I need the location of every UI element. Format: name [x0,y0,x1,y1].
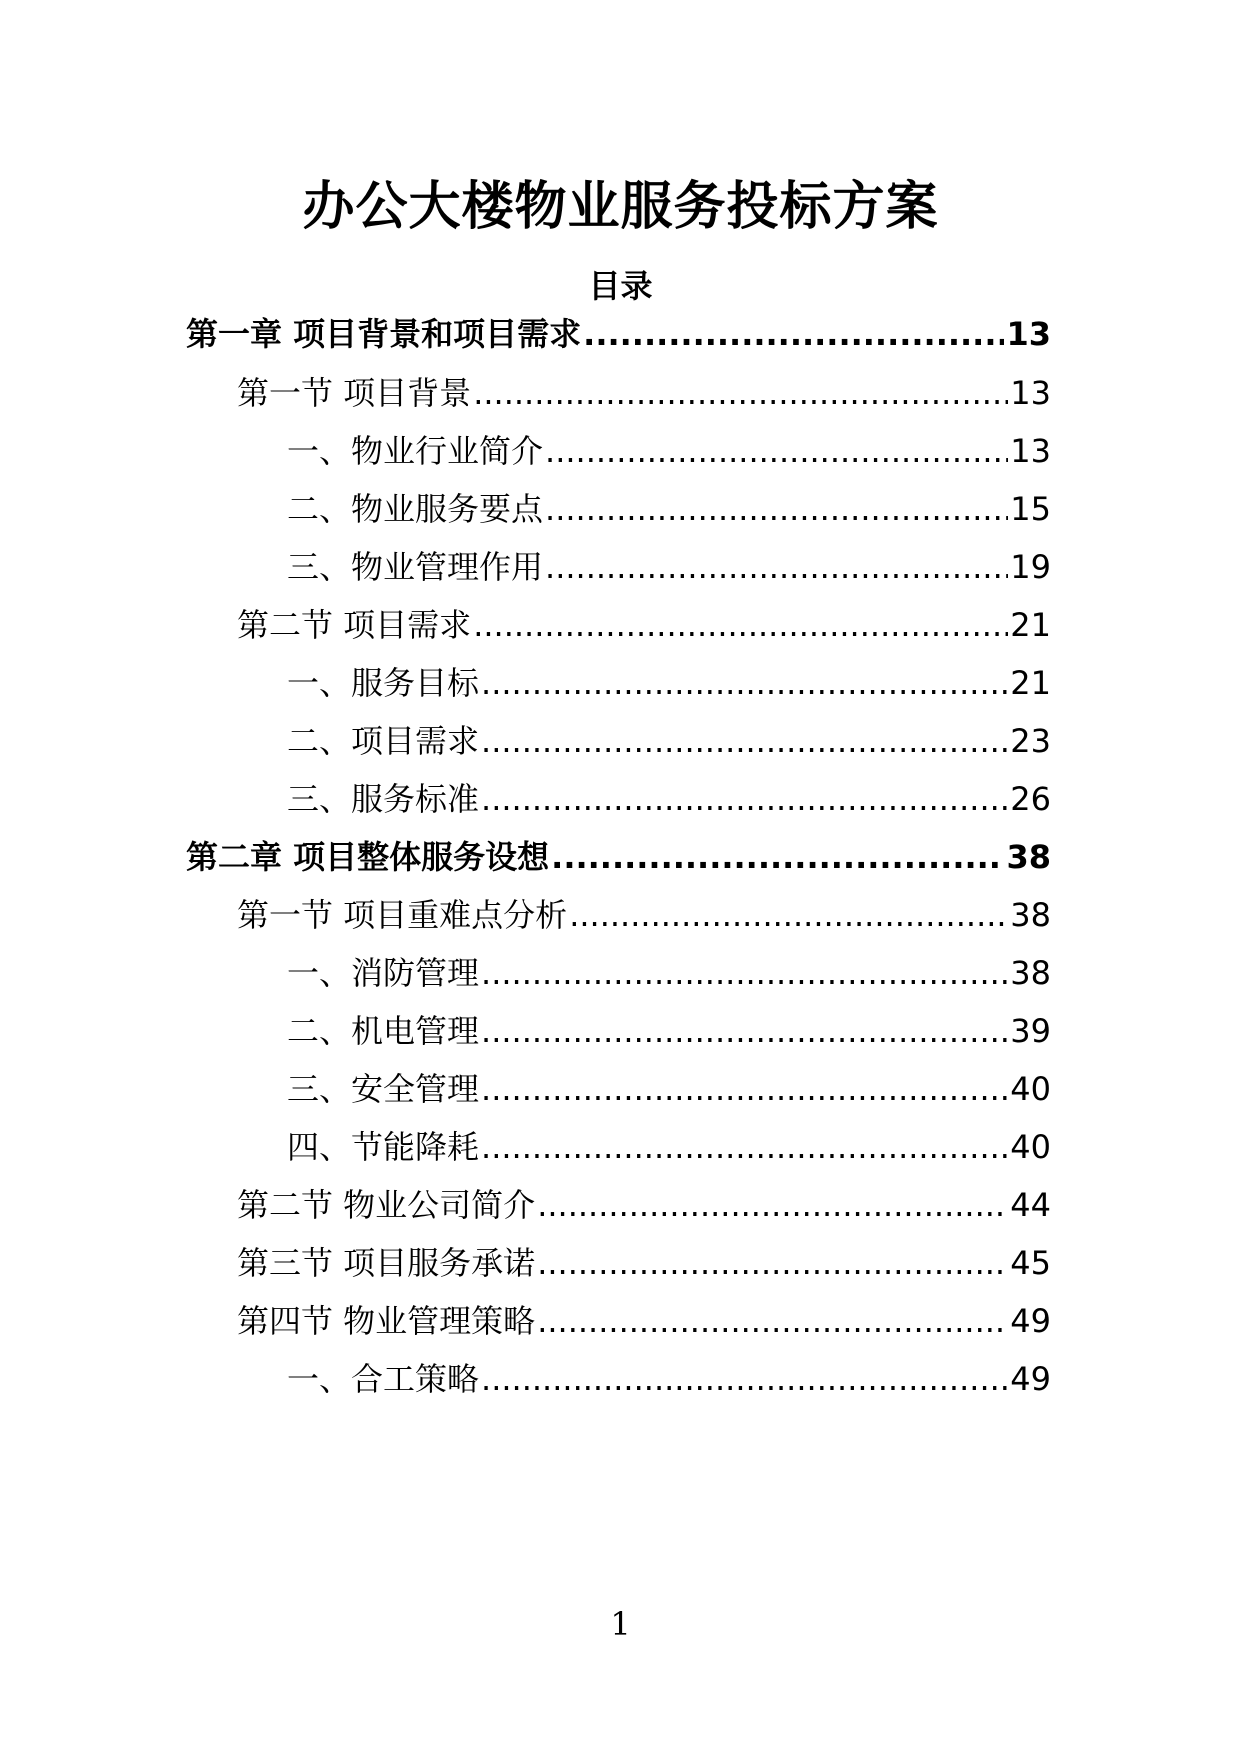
toc-entry-page: 49 [1010,1302,1051,1340]
toc-heading: 目录 [588,267,653,305]
toc-entry-subsection[interactable] [287,427,1051,475]
toc-entry-page: 45 [1010,1244,1051,1282]
toc-entry-section[interactable] [237,369,1051,417]
toc-leader-dots [569,891,1008,939]
toc-leader-dots [545,485,1008,533]
toc-entry-subsection[interactable] [287,1355,1051,1403]
toc-leader-dots [481,1007,1008,1055]
toc-entry-page: 38 [1010,954,1051,992]
toc-entry-label: 二、机电管理 [287,1012,480,1050]
toc-entry-section[interactable] [237,1181,1051,1229]
toc-entry-label: 第四节 物业管理策略 [237,1302,536,1340]
toc-entry-label: 第一节 项目背景 [237,374,472,412]
toc-leader-dots [481,775,1008,823]
toc-leader-dots [545,427,1008,475]
toc-entry-page: 19 [1010,548,1051,586]
toc-leader-dots [583,310,1004,358]
toc-entry-page: 38 [1010,896,1051,934]
toc-leader-dots [473,369,1008,417]
toc-entry-subsection[interactable] [287,1007,1051,1055]
toc-entry-section[interactable] [237,601,1051,649]
toc-entry-label: 一、消防管理 [287,954,480,992]
toc-leader-dots [545,543,1008,591]
toc-entry-subsection[interactable] [287,1065,1051,1113]
toc-entry-chapter-2[interactable] [186,833,1051,881]
toc-leader-dots [537,1297,1008,1345]
toc-entry-label: 第二节 项目需求 [237,606,472,644]
toc-entry-page: 23 [1010,722,1051,760]
toc-leader-dots [481,1123,1008,1171]
toc-entry-label: 一、合工策略 [287,1360,480,1398]
toc-entry-page: 21 [1010,606,1051,644]
toc-entry-page: 39 [1010,1012,1051,1050]
toc-leader-dots [473,601,1008,649]
toc-entry-section[interactable] [237,891,1051,939]
toc-entry-page: 38 [1006,838,1051,876]
toc-entry-label: 三、服务标准 [287,780,480,818]
toc-leader-dots [481,1355,1008,1403]
toc-entry-page: 40 [1010,1070,1051,1108]
toc-entry-subsection[interactable] [287,543,1051,591]
toc-entry-page: 26 [1010,780,1051,818]
toc-entry-label: 一、物业行业简介 [287,432,544,470]
toc-entry-section[interactable] [237,1239,1051,1287]
toc-entry-page: 13 [1010,374,1051,412]
toc-entry-label: 第一节 项目重难点分析 [237,896,568,934]
toc-entry-page: 49 [1010,1360,1051,1398]
toc-entry-label: 四、节能降耗 [287,1128,480,1166]
toc-entry-subsection[interactable] [287,775,1051,823]
toc-entry-page: 13 [1010,432,1051,470]
toc-entry-subsection[interactable] [287,485,1051,533]
toc-leader-dots [537,1181,1008,1229]
toc-leader-dots [551,833,1004,881]
toc-entry-page: 13 [1006,315,1051,353]
toc-entry-chapter-1[interactable] [186,310,1051,358]
toc-entry-subsection[interactable] [287,1123,1051,1171]
toc-entry-label: 二、项目需求 [287,722,480,760]
toc-entry-label: 第二节 物业公司简介 [237,1186,536,1224]
toc-entry-section[interactable] [237,1297,1051,1345]
toc-entry-label: 三、物业管理作用 [287,548,544,586]
toc-entry-label: 一、服务目标 [287,664,480,702]
toc-entry-subsection[interactable] [287,659,1051,707]
toc-entry-subsection[interactable] [287,717,1051,765]
toc-entry-page: 44 [1010,1186,1051,1224]
toc-entry-page: 21 [1010,664,1051,702]
toc-entry-page: 40 [1010,1128,1051,1166]
toc-entry-label: 第一章 项目背景和项目需求 [186,315,582,353]
document-title: 办公大楼物业服务投标方案 [302,177,939,237]
toc-leader-dots [537,1239,1008,1287]
toc-entry-label: 二、物业服务要点 [287,490,544,528]
toc-entry-subsection[interactable] [287,949,1051,997]
toc-leader-dots [481,1065,1008,1113]
toc-entry-label: 三、安全管理 [287,1070,480,1108]
toc-entry-label: 第二章 项目整体服务设想 [186,838,550,876]
toc-entry-page: 15 [1010,490,1051,528]
toc-leader-dots [481,659,1008,707]
toc-leader-dots [481,717,1008,765]
page-number: 1 [610,1605,631,1643]
toc-entry-label: 第三节 项目服务承诺 [237,1244,536,1282]
toc-leader-dots [481,949,1008,997]
